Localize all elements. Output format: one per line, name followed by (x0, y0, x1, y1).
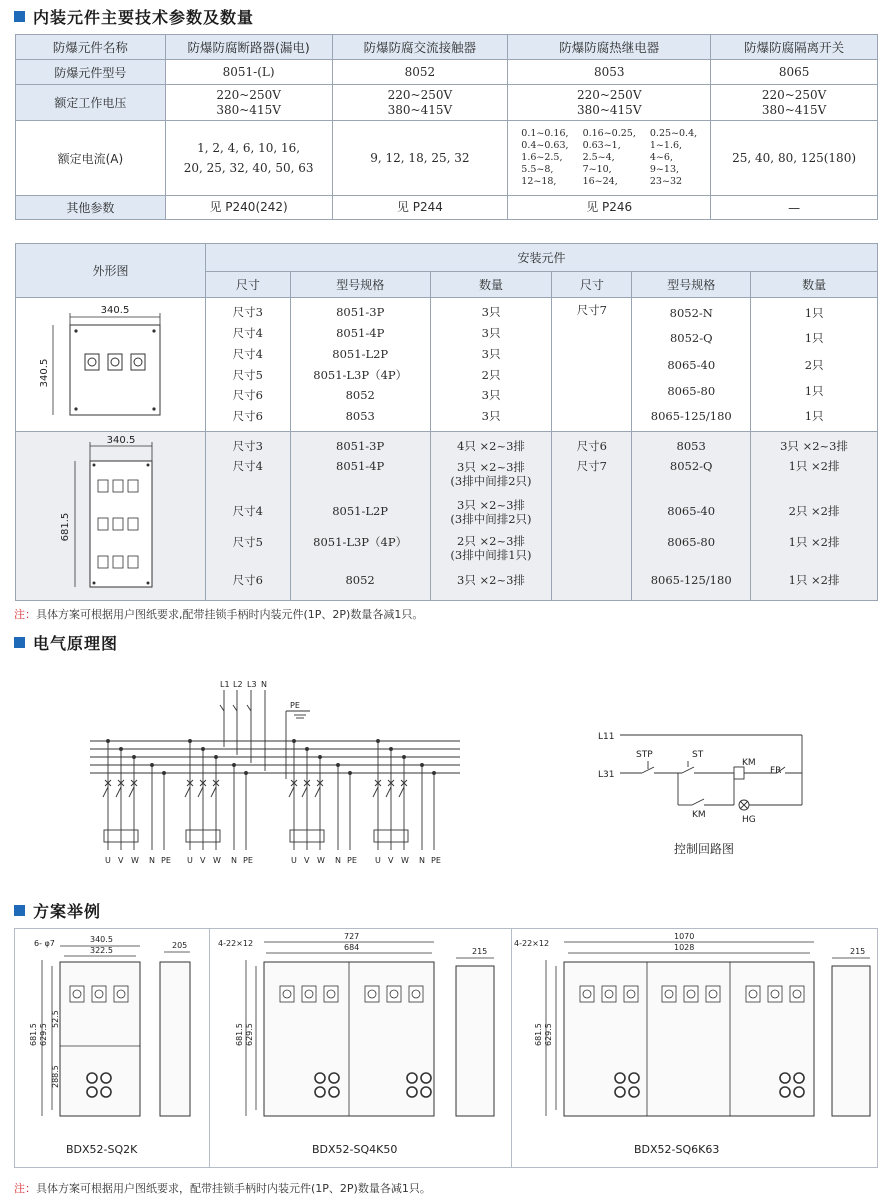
svg-text:1070: 1070 (674, 932, 695, 941)
section-marker-icon (14, 11, 25, 22)
section-marker-icon (14, 637, 25, 648)
table-row (16, 85, 878, 121)
relay-current-cell (508, 121, 711, 196)
control-circuit-diagram (592, 725, 812, 860)
section-heading-schemes (14, 900, 101, 920)
size-list-b1: 尺寸7 (552, 298, 632, 432)
terminal-label: V (118, 856, 124, 865)
terminal-label: W (213, 856, 221, 865)
sub-header: 数量 (430, 272, 552, 298)
relay-col-3: 0.25~0.4, 1~1.6, 4~6, 9~13, 23~32 (649, 128, 698, 187)
qty-list-b1: 1只 1只 2只 1只 1只 (751, 298, 878, 432)
height-dim-label: 340.5 (39, 358, 51, 388)
svg-text:205: 205 (172, 941, 188, 950)
sub-header: 数量 (751, 272, 878, 298)
model-list-a1: 8051-3P 8051-4P 8051-L2P 8051-L3P（4P） 8052 8053 (290, 298, 430, 432)
sub-header: 型号规格 (632, 272, 751, 298)
qty-list-a2: 4只 ×2~3排 3只 ×2~3排 (3排中间排2只) 3只 ×2~3排 (3排中间排2只) 2只 ×2~3排 (3排中间排1只) 3只 ×2~3排 (430, 432, 552, 601)
svg-text:4-22×12: 4-22×12 (218, 939, 254, 948)
svg-text:L31: L31 (598, 770, 615, 780)
svg-text:681.5: 681.5 (29, 1023, 38, 1046)
svg-text:STP: STP (636, 750, 653, 760)
qty-list-b2: 3只 ×2~3排 1只 ×2排 2只 ×2排 1只 ×2排 1只 ×2排 (751, 432, 878, 601)
section-title: 方案举例 (33, 901, 102, 921)
row-label: 防爆元件名称 (16, 35, 166, 60)
cell: 1, 2, 4, 6, 10, 16, 20, 25, 32, 40, 50, 63 (165, 121, 332, 196)
svg-text:ST: ST (692, 750, 704, 760)
svg-text:1028: 1028 (674, 943, 695, 952)
cell: 25, 40, 80, 125(180) (711, 121, 878, 196)
terminal-label: PE (243, 856, 253, 865)
sub-header: 尺寸 (205, 272, 290, 298)
svg-text:HG: HG (742, 815, 756, 825)
svg-text:629.5: 629.5 (544, 1023, 553, 1046)
cell: 防爆防腐断路器(漏电) (165, 35, 332, 60)
size-list-a1: 尺寸3 尺寸4 尺寸4 尺寸5 尺寸6 尺寸6 (205, 298, 290, 432)
svg-text:215: 215 (850, 947, 866, 956)
terminal-label: U (187, 856, 193, 865)
relay-col-2: 0.16~0.25, 0.63~1, 2.5~4, 7~10, 16~24, (582, 128, 636, 187)
terminal-label: U (291, 856, 297, 865)
cell: 防爆防腐交流接触器 (332, 35, 508, 60)
power-circuit-diagram (80, 675, 480, 875)
row-label: 额定工作电压 (16, 85, 166, 121)
control-circuit-title: 控制回路图 (674, 842, 735, 856)
relay-col-1: 0.1~0.16, 0.4~0.63, 1.6~2.5, 5.5~8, 12~18, (521, 128, 569, 187)
terminal-label: N (231, 856, 237, 865)
enclosure-small-drawing (35, 303, 185, 423)
qty-list-a1: 3只 3只 3只 2只 3只 3只 (430, 298, 552, 432)
cell: 8053 (508, 60, 711, 85)
svg-text:727: 727 (344, 932, 360, 941)
svg-text:629.5: 629.5 (39, 1023, 48, 1046)
enclosure-tall-drawing (35, 435, 185, 595)
terminal-label: N (149, 856, 155, 865)
width-dim-label: 340.5 (101, 305, 130, 316)
svg-text:52.5: 52.5 (51, 1010, 60, 1028)
sub-header: 型号规格 (290, 272, 430, 298)
terminal-label: V (388, 856, 394, 865)
cell: 见 P244 (332, 196, 508, 220)
svg-text:L3: L3 (247, 680, 257, 689)
terminal-label: U (375, 856, 381, 865)
row-label: 其他参数 (16, 196, 166, 220)
cell: 8065 (711, 60, 878, 85)
model-list-b1: 8052-N 8052-Q 8065-40 8065-80 8065-125/180 (632, 298, 751, 432)
outline-drawing-1 (16, 298, 206, 432)
terminal-label: PE (161, 856, 171, 865)
terminal-label: V (304, 856, 310, 865)
note-2: 注：具体方案可根据用户图纸要求，配带挂锁手柄时内装元件(1P、2P)数量各减1只。 (14, 1182, 431, 1195)
cell: 9, 12, 18, 25, 32 (332, 121, 508, 196)
svg-text:PE: PE (290, 701, 300, 710)
svg-text:KM: KM (742, 758, 756, 768)
svg-text:N: N (261, 680, 267, 689)
svg-text:FR: FR (770, 766, 782, 776)
outline-header: 外形图 (16, 244, 206, 298)
terminal-label: W (317, 856, 325, 865)
scheme-name-3: BDX52-SQ6K63 (634, 1143, 720, 1156)
terminal-label: V (200, 856, 206, 865)
size-list-a2: 尺寸3 尺寸4 尺寸4 尺寸5 尺寸6 (205, 432, 290, 601)
table-row (16, 121, 878, 196)
svg-text:L11: L11 (598, 732, 615, 742)
cell: 防爆防腐热继电器 (508, 35, 711, 60)
table-row (16, 196, 878, 220)
cell: 8052 (332, 60, 508, 85)
row-label: 防爆元件型号 (16, 60, 166, 85)
terminal-label: W (131, 856, 139, 865)
install-table (15, 243, 878, 432)
svg-text:L1: L1 (220, 680, 230, 689)
schemes-drawings (14, 928, 878, 1168)
group-header: 安装元件 (205, 244, 877, 272)
cell: 220~250V 380~415V (508, 85, 711, 121)
params-table (15, 34, 878, 220)
terminal-label: W (401, 856, 409, 865)
svg-text:288.5: 288.5 (51, 1065, 60, 1088)
svg-text:KM: KM (692, 810, 706, 820)
svg-text:629.5: 629.5 (245, 1023, 254, 1046)
svg-text:340.5: 340.5 (90, 935, 113, 944)
note-1: 注：具体方案可根据用户图纸要求,配带挂锁手柄时内装元件(1P、2P)数量各减1只。 (14, 608, 424, 621)
model-list-a2: 8051-3P 8051-4P 8051-L2P 8051-L3P（4P） 8052 (290, 432, 430, 601)
section-heading-params (14, 6, 254, 26)
section-heading-electrical (14, 632, 118, 652)
sub-header: 尺寸 (552, 272, 632, 298)
row-label: 额定电流(A) (16, 121, 166, 196)
svg-text:681.5: 681.5 (534, 1023, 543, 1046)
breaker-icons (85, 354, 145, 370)
svg-text:681.5: 681.5 (235, 1023, 244, 1046)
cell: — (711, 196, 878, 220)
section-marker-icon (14, 905, 25, 916)
cell: 220~250V 380~415V (711, 85, 878, 121)
terminal-label: N (419, 856, 425, 865)
svg-text:684: 684 (344, 943, 360, 952)
section-title: 内装元件主要技术参数及数量 (33, 7, 255, 27)
svg-text:6- φ7: 6- φ7 (34, 939, 55, 948)
table-row (16, 35, 878, 60)
svg-text:215: 215 (472, 947, 488, 956)
terminal-label: PE (431, 856, 441, 865)
cell: 220~250V 380~415V (332, 85, 508, 121)
cell: 220~250V 380~415V (165, 85, 332, 121)
scheme-name-1: BDX52-SQ2K (66, 1143, 138, 1156)
terminal-label: PE (347, 856, 357, 865)
model-list-b2: 8053 8052-Q 8065-40 8065-80 8065-125/180 (632, 432, 751, 601)
svg-text:322.5: 322.5 (90, 946, 113, 955)
scheme-name-2: BDX52-SQ4K50 (312, 1143, 398, 1156)
cell: 防爆防腐隔离开关 (711, 35, 878, 60)
cell: 见 P240(242) (165, 196, 332, 220)
install-table-block2 (15, 431, 878, 601)
section-title: 电气原理图 (33, 633, 119, 653)
svg-text:L2: L2 (233, 680, 243, 689)
svg-text:681.5: 681.5 (60, 512, 72, 541)
cell: 见 P246 (508, 196, 711, 220)
terminal-label: N (335, 856, 341, 865)
terminal-label: U (105, 856, 111, 865)
cell: 8051-(L) (165, 60, 332, 85)
size-list-b2: 尺寸6 尺寸7 (552, 432, 632, 601)
svg-text:4-22×12: 4-22×12 (514, 939, 550, 948)
outline-drawing-2 (16, 432, 206, 601)
svg-text:340.5: 340.5 (107, 434, 136, 446)
table-row (16, 60, 878, 85)
